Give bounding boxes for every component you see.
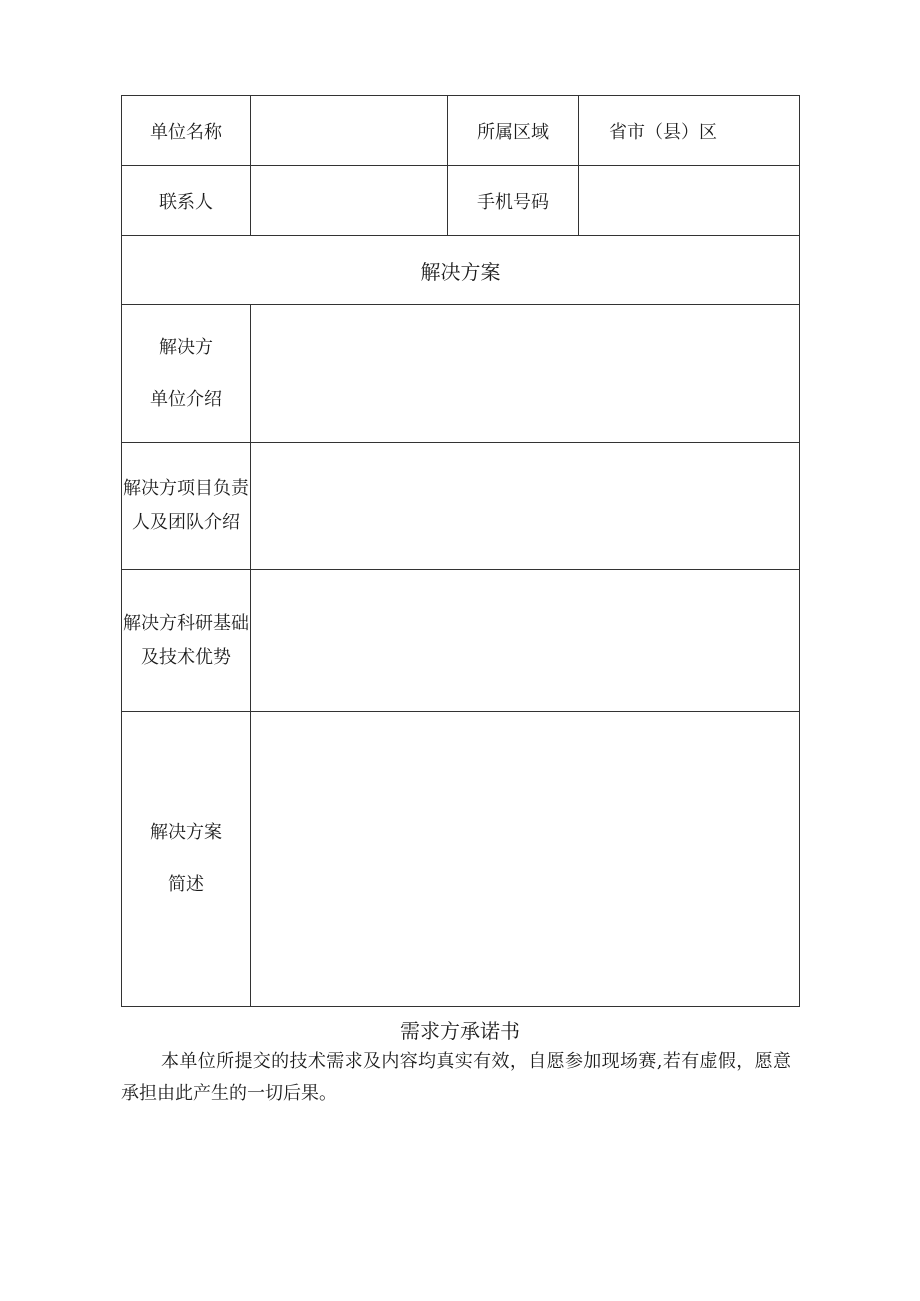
phone-label: 手机号码 xyxy=(448,166,579,236)
summary-label-line1: 解决方案 xyxy=(150,822,222,843)
unit-name-field[interactable] xyxy=(251,96,448,166)
region-label: 所属区域 xyxy=(448,96,579,166)
pledge-title: 需求方承诺书 xyxy=(400,1019,520,1043)
unit-intro-label-line1: 解决方 xyxy=(159,336,213,358)
phone-field[interactable] xyxy=(579,166,800,236)
contact-field[interactable] xyxy=(251,166,448,236)
unit-intro-field[interactable] xyxy=(251,305,800,443)
contact-phone-row xyxy=(122,166,800,236)
team-intro-label: 解决方项目负责人及团队介绍 xyxy=(122,443,251,570)
unit-intro-label-line2: 单位介绍 xyxy=(150,388,222,410)
unit-region-row xyxy=(122,96,800,166)
team-intro-field[interactable] xyxy=(251,443,800,570)
research-field[interactable] xyxy=(251,570,800,712)
research-row xyxy=(122,570,800,712)
summary-label xyxy=(122,712,251,1007)
summary-field[interactable] xyxy=(251,712,800,1007)
unit-intro-label xyxy=(122,305,251,443)
unit-name-label: 单位名称 xyxy=(122,96,251,166)
pledge-body: 本单位所提交的技术需求及内容均真实有效，自愿参加现场赛,若有虚假，愿意承担由此产生的一切后果。 xyxy=(121,1051,791,1104)
team-intro-row xyxy=(122,443,800,570)
application-form-table xyxy=(121,95,800,1007)
unit-intro-row xyxy=(122,305,800,443)
research-label: 解决方科研基础及技术优势 xyxy=(122,570,251,712)
section-title-row xyxy=(122,236,800,305)
contact-label: 联系人 xyxy=(122,166,251,236)
region-field[interactable]: 省市（县）区 xyxy=(579,96,800,166)
section-title: 解决方案 xyxy=(122,236,800,305)
summary-label-line2: 简述 xyxy=(168,874,204,895)
summary-row xyxy=(122,712,800,1007)
